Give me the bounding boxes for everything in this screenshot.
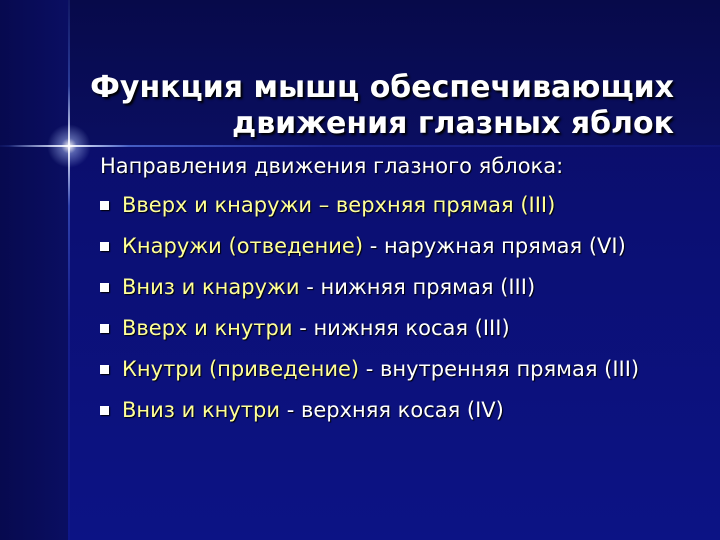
list-item-text: - наружная прямая (VI) [363,234,626,258]
list-item [100,273,700,302]
slide-title-line-2: движения глазных яблок [231,106,674,141]
slide-title [34,70,674,142]
list-item [100,232,700,261]
bullet-list [100,191,700,425]
list-item [100,396,700,425]
square-bullet-icon [100,242,109,251]
list-item-highlight: Вниз и кнаружи [122,275,300,299]
slide-body [100,152,700,437]
list-item-highlight: Кнаружи (отведение) [122,234,364,258]
list-item [100,191,700,220]
list-item [100,314,700,343]
list-item [100,355,700,384]
list-item-text: - нижняя прямая (III) [299,275,536,299]
list-item-text: - нижняя косая (III) [292,316,510,340]
list-item-highlight: Кнутри (приведение) [122,357,360,381]
list-item-highlight: Вверх и кнутри [122,316,293,340]
list-item-text: - верхняя косая (IV) [280,398,504,422]
list-item-highlight: Вниз и кнутри [122,398,281,422]
square-bullet-icon [100,201,109,210]
square-bullet-icon [100,283,109,292]
list-item-text: - внутренняя прямая (III) [359,357,640,381]
square-bullet-icon [100,324,109,333]
lead-text: Направления движения глазного яблока: [100,154,564,178]
square-bullet-icon [100,406,109,415]
list-item-highlight: Вверх и кнаружи – верхняя прямая (III) [122,193,556,217]
square-bullet-icon [100,365,109,374]
slide-title-line-1: Функция мышц обеспечивающих [90,70,674,105]
